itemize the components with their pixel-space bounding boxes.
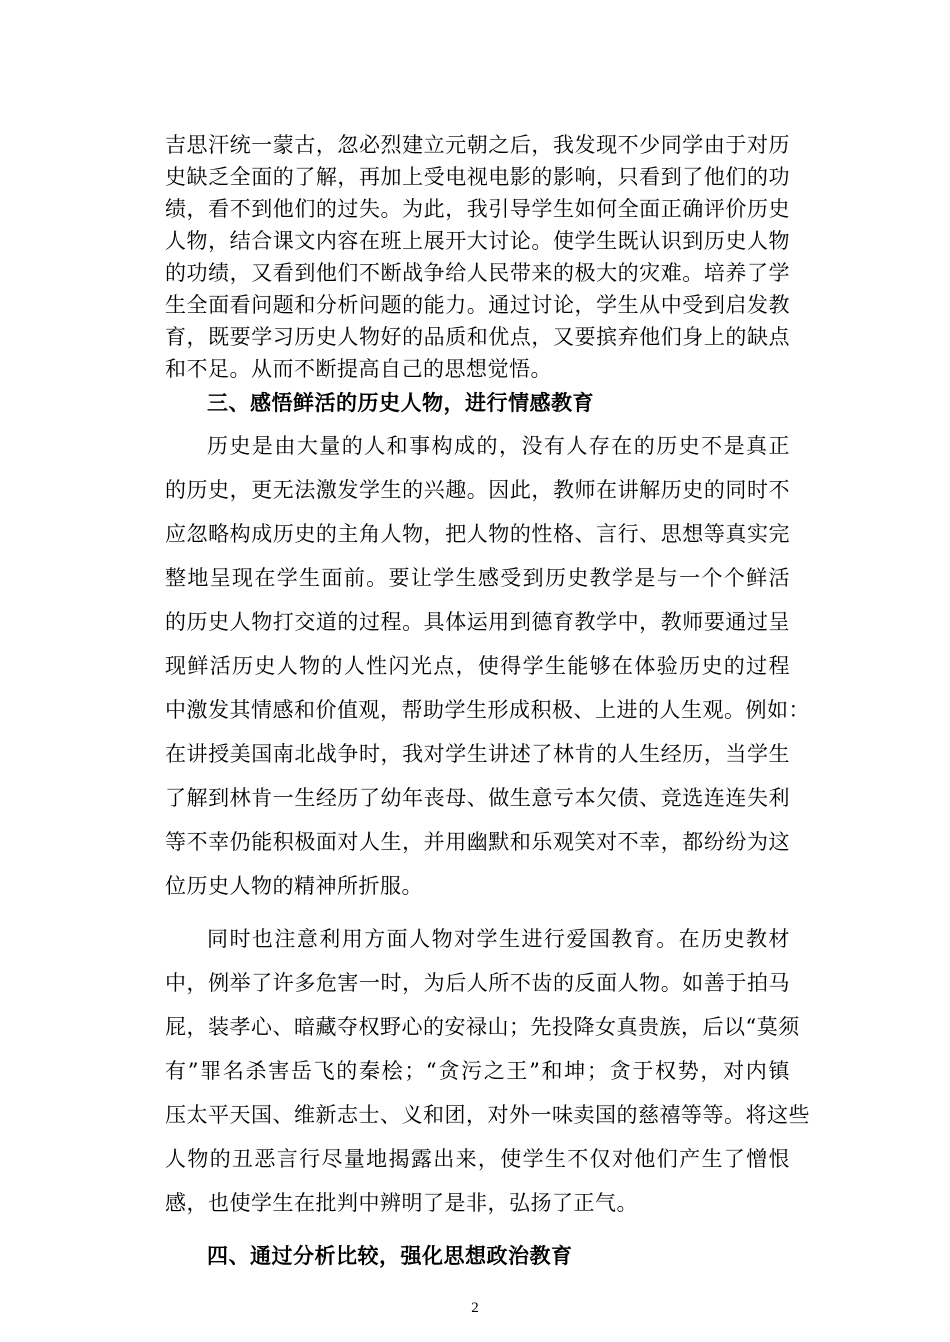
paragraph2-line: 等不幸仍能积极面对人生，并用幽默和乐观笑对不幸，都纷纷为这 xyxy=(165,830,790,854)
paragraph2-line: 了解到林肯一生经历了幼年丧母、做生意亏本欠债、竞选连连失利 xyxy=(165,786,790,810)
section-heading-3: 三、感悟鲜活的历史人物，进行情感教育 xyxy=(207,390,594,415)
paragraph1-line: 吉思汗统一蒙古，忽必烈建立元朝之后，我发现不少同学由于对历 xyxy=(165,133,790,157)
paragraph2-line: 中激发其情感和价值观，帮助学生形成积极、上进的人生观。例如： xyxy=(165,698,810,722)
paragraph1-line: 的功绩，又看到他们不断战争给人民带来的极大的灾难。培养了学 xyxy=(165,261,790,285)
paragraph3-line: 中，例举了许多危害一时，为后人所不齿的反面人物。如善于拍马 xyxy=(165,971,790,995)
paragraph2-line: 在讲授美国南北战争时，我对学生讲述了林肯的人生经历，当学生 xyxy=(165,742,790,766)
paragraph1-line: 生全面看问题和分析问题的能力。通过讨论，学生从中受到启发教 xyxy=(165,293,790,317)
paragraph1-line: 史缺乏全面的了解，再加上受电视电影的影响，只看到了他们的功 xyxy=(165,165,790,189)
paragraph2-line: 历史是由大量的人和事构成的，没有人存在的历史不是真正 xyxy=(207,434,790,458)
paragraph2-line: 的历史人物打交道的过程。具体运用到德育教学中，教师要通过呈 xyxy=(165,610,790,634)
paragraph2-line: 位历史人物的精神所折服。 xyxy=(165,874,423,898)
section-heading-4: 四、通过分析比较，强化思想政治教育 xyxy=(207,1243,573,1268)
paragraph3-line: 人物的丑恶言行尽量地揭露出来，使学生不仅对他们产生了憎恨 xyxy=(165,1147,790,1171)
paragraph1-line: 育，既要学习历史人物好的品质和优点，又要摈弃他们身上的缺点 xyxy=(165,325,790,349)
page-number: 2 xyxy=(471,1300,479,1316)
paragraph2-line: 现鲜活历史人物的人性闪光点，使得学生能够在体验历史的过程 xyxy=(165,654,790,678)
paragraph2-line: 整地呈现在学生面前。要让学生感受到历史教学是与一个个鲜活 xyxy=(165,566,790,590)
paragraph3-line: 同时也注意利用方面人物对学生进行爱国教育。在历史教材 xyxy=(207,927,790,951)
paragraph1-line: 人物，结合课文内容在班上展开大讨论。使学生既认识到历史人物 xyxy=(165,229,790,253)
paragraph1-line: 绩，看不到他们的过失。为此，我引导学生如何全面正确评价历史 xyxy=(165,197,790,221)
paragraph3-line: 有”罪名杀害岳飞的秦桧；“贪污之王”和坤；贪于权势，对内镇 xyxy=(165,1059,790,1083)
paragraph3-line: 感，也使学生在批判中辨明了是非，弘扬了正气。 xyxy=(165,1191,638,1215)
paragraph3-line: 屁，装孝心、暗藏夺权野心的安禄山；先投降女真贵族，后以“莫须 xyxy=(165,1015,800,1039)
paragraph3-line: 压太平天国、维新志士、义和团，对外一味卖国的慈禧等等。将这些 xyxy=(165,1103,810,1127)
paragraph2-line: 的历史，更无法激发学生的兴趣。因此，教师在讲解历史的同时不 xyxy=(165,478,790,502)
paragraph1-line: 和不足。从而不断提高自己的思想觉悟。 xyxy=(165,357,552,381)
paragraph2-line: 应忽略构成历史的主角人物，把人物的性格、言行、思想等真实完 xyxy=(165,522,790,546)
